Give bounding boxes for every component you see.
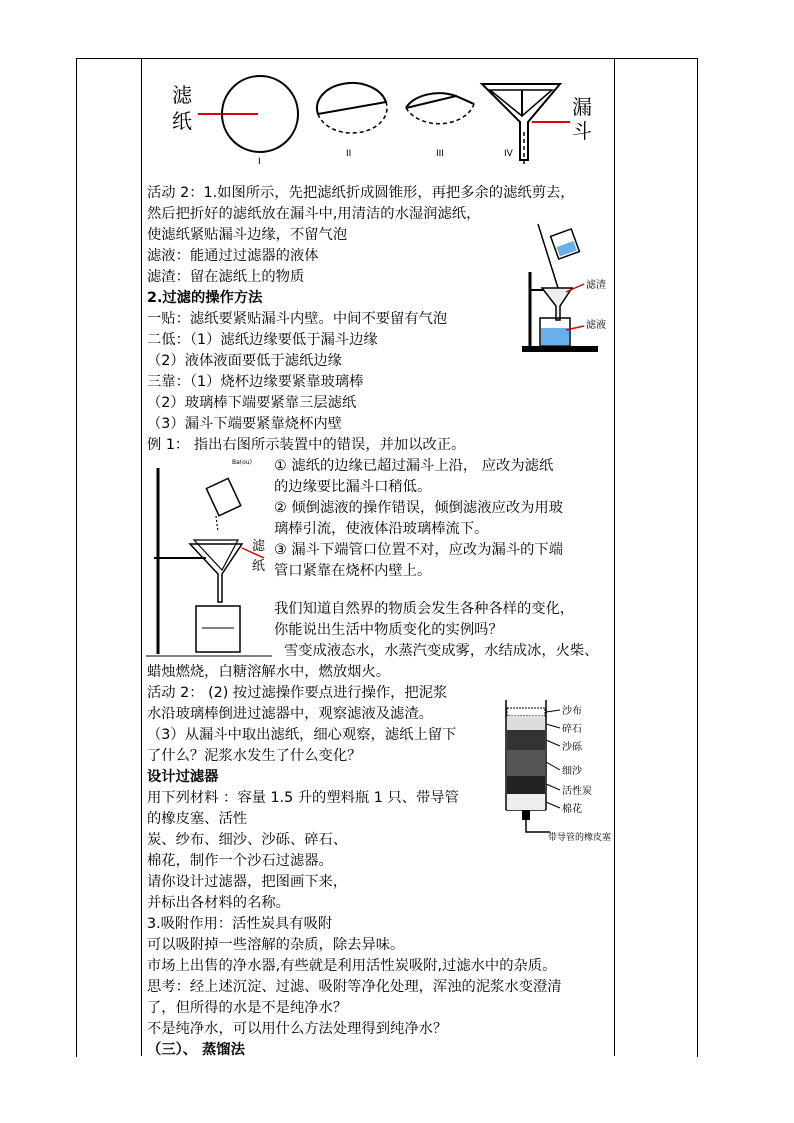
text-line: 3.吸附作用：活性炭具有吸附 [147,916,333,932]
text-line: 炭、纱布、细沙、沙砾、碎石、 [147,832,348,848]
answer-line: 你能说出生活中物质变化的实例吗？ [274,622,503,638]
text-line: 了什么？泥浆水发生了什么变化？ [147,748,362,764]
text-line: 市场上出售的净水器,有些就是利用活性炭吸附,过滤水中的杂质。 [147,958,557,974]
column-divider-right [614,58,615,1056]
layer-gravel: 碎石 [562,724,582,735]
text-line: 然后把折好的滤纸放在漏斗中,用清洁的水湿润滤纸， [147,206,481,222]
answer-line: 璃棒引流，使液体沿玻璃棒流下。 [274,521,489,537]
text-line: 活动 2：1.如图所示，先把滤纸折成圆锥形，再把多余的滤纸剪去， [147,185,575,201]
example-apparatus-figure [146,458,272,658]
text-line: 二低：（1）滤纸边缘要低于漏斗边缘 [147,332,378,348]
filter-stand-figure [518,222,614,356]
layer-gauze: 沙布 [562,706,582,717]
answer-line: ③ 漏斗下端管口位置不对，应改为漏斗的下端 [274,542,564,558]
label-example-paper-1: 滤 [252,539,266,554]
label-residue: 滤渣 [586,280,606,291]
answer-line: ② 倾倒滤液的操作错误，倾倒滤液应改为用玻 [274,500,564,516]
layer-fine-sand: 细沙 [562,766,582,777]
layer-grit: 沙砾 [562,742,582,753]
text-line: 了，但所得的水是不是纯净水？ [147,1000,348,1016]
section-heading: （三）、 蒸馏法 [147,1042,245,1058]
label-filtrate: 滤液 [586,320,606,331]
answer-line: ① 滤纸的边缘已超过漏斗上沿， 应改为滤纸 [274,458,554,474]
svg-text:III: III [436,149,444,159]
text-line: 思考：经上述沉淀、过滤、吸附等净化处理，浑浊的泥浆水变澄清 [147,979,562,995]
sand-filter-figure [500,692,620,852]
layer-charcoal: 活性炭 [562,786,592,797]
label-funnel-2: 斗 [572,119,592,143]
svg-text:I: I [258,157,261,167]
answer-line: 的边缘要比漏斗口稍低。 [274,479,432,495]
text-line: （3）从漏斗中取出滤纸，细心观察，滤纸上留下 [147,727,457,743]
text-line: 用下列材料 ：容量 1.5 升的塑料瓶 1 只、带导管 [147,790,459,806]
text-line: 的橡皮塞、活性 [147,811,248,827]
label-funnel-1: 漏 [572,95,592,119]
svg-text:Ba(ou): Ba(ou) [232,459,252,466]
text-line: 不是纯净水，可以用什么方法处理得到纯净水？ [147,1021,448,1037]
label-stopper: 带导管的橡皮塞 [548,833,612,843]
section-heading: 设计过滤器 [147,769,219,785]
answer-line: 管口紧靠在烧杯内壁上。 [274,563,432,579]
text-line: 蜡烛燃烧，白糖溶解水中，燃放烟火。 [147,664,391,680]
text-line: 滤液：能通过过滤器的液体 [147,248,319,264]
column-divider-left [141,58,142,1056]
section-heading: 2.过滤的操作方法 [147,290,263,306]
text-line: （2）液体液面要低于滤纸边缘 [147,353,342,369]
text-line: 活动 2： (2) 按过滤操作要点进行操作，把泥浆 [147,685,448,701]
label-paper-2: 纸 [172,109,192,133]
text-line: （2）玻璃棒下端要紧靠三层滤纸 [147,395,357,411]
layer-cotton: 棉花 [562,804,582,815]
label-example-paper-2: 纸 [252,559,266,574]
answer-line: 我们知道自然界的物质会发生各种各样的变化， [274,601,575,617]
text-line: 使滤纸紧贴漏斗边缘，不留气泡 [147,227,348,243]
text-line: （3）漏斗下端要紧靠烧杯内壁 [147,416,342,432]
text-line: 并标出各材料的名称。 [147,895,290,911]
text-line: 水沿玻璃棒倒进过滤器中，观察滤液及滤渣。 [147,706,433,722]
text-line: 棉花，制作一个沙石过滤器。 [147,853,333,869]
text-line: 可以吸附掉一些溶解的杂质，除去异味。 [147,937,405,953]
svg-text:II: II [346,149,352,159]
text-line: 三靠：（1）烧杯边缘要紧靠玻璃棒 [147,374,364,390]
text-line: 请你设计过滤器，把图画下来， [147,874,348,890]
text-line: 例 1： 指出右图所示装置中的错误，并加以改正。 [147,437,466,453]
svg-text:IV: IV [504,149,513,159]
label-paper-1: 滤 [172,83,192,107]
answer-line: 雪变成液态水，水蒸汽变成雾，水结成冰，火柴、 [284,643,599,659]
text-line: 滤渣：留在滤纸上的物质 [147,269,305,285]
filter-folding-figure [160,72,600,172]
text-line: 一贴：滤纸要紧贴漏斗内壁。中间不要留有气泡 [147,311,448,327]
